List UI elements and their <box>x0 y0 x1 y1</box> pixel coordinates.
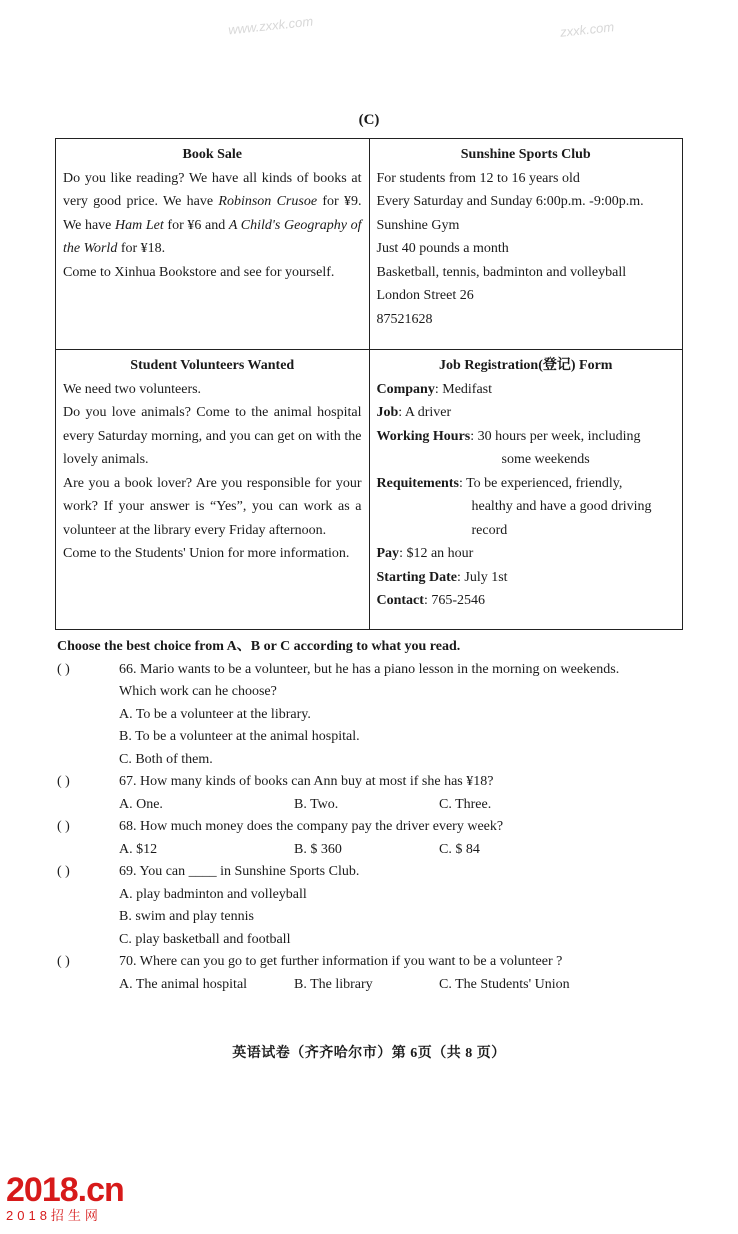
answer-blank[interactable]: ( ) <box>57 864 70 879</box>
sports-club-line: Just 40 pounds a month <box>376 241 509 256</box>
book-sale-ad <box>56 139 370 350</box>
job-company-row: Company: Medifast <box>376 381 493 397</box>
options-row <box>57 839 697 862</box>
book-sale-text: Do you like reading? We have all kinds of books at very good price. We have Robinson Crusoe for ¥9. We have Ham Let for ¥6 and A Child's Geography of the World for ¥18. <box>63 170 362 256</box>
question-stem: 66. Mario wants to be a volunteer, but he has a piano lesson in the morning on weekends. <box>119 661 620 677</box>
volunteers-title: Student Volunteers Wanted <box>130 358 295 373</box>
quiz-section <box>57 636 697 996</box>
option-a: A. One. <box>119 796 163 812</box>
question-66 <box>57 659 697 682</box>
volunteers-paragraph: We need two volunteers. <box>63 381 202 397</box>
options-row <box>57 794 697 817</box>
question-stem-cont: Which work can he choose? <box>119 684 277 699</box>
job-hours-row: Working Hours: 30 hours per week, including <box>376 428 641 444</box>
option-b: B. $ 360 <box>294 841 342 857</box>
question-70 <box>57 951 697 974</box>
job-pay-row: Pay: $12 an hour <box>376 546 474 561</box>
sports-club-line: Sunshine Gym <box>376 217 460 233</box>
watermark-right: zxxk.com <box>559 19 615 40</box>
question-stem: 70. Where can you go to get further information if you want to be a volunteer ? <box>119 954 563 969</box>
book-title-2: Ham Let <box>115 217 164 233</box>
book-title-1: Robinson Crusoe <box>218 194 318 209</box>
section-label: (C) <box>358 112 380 128</box>
job-req-cont: healthy and have a good driving <box>471 499 652 514</box>
advertisement-table <box>55 138 683 630</box>
sports-club-line: 87521628 <box>376 311 433 327</box>
sports-club-ad <box>369 139 683 350</box>
volunteers-ad <box>56 350 370 630</box>
option-c: C. play basketball and football <box>119 931 291 947</box>
option-b: B. swim and play tennis <box>119 909 254 924</box>
option-c: C. Both of them. <box>119 751 213 767</box>
page-footer: 英语试卷（齐齐哈尔市）第 6页（共 8 页） <box>232 1046 506 1061</box>
option-c: C. Three. <box>439 796 492 812</box>
book-sale-title: Book Sale <box>182 147 242 162</box>
job-contact-row: Contact: 765-2546 <box>376 593 485 608</box>
question-68 <box>57 816 697 839</box>
option-c: C. The Students' Union <box>439 976 570 992</box>
option-c: C. $ 84 <box>439 841 480 857</box>
options-row <box>57 974 697 997</box>
job-form-title: Job Registration(登记) Form <box>439 358 613 373</box>
answer-blank[interactable]: ( ) <box>57 774 70 789</box>
site-logo <box>6 1172 124 1224</box>
option-b: B. The library <box>294 976 373 992</box>
job-form-ad <box>369 350 683 630</box>
answer-blank[interactable]: ( ) <box>57 661 70 677</box>
job-job-row: Job: A driver <box>376 405 452 420</box>
sports-club-line: Every Saturday and Sunday 6:00p.m. -9:00p.m. <box>376 194 644 209</box>
question-stem: 69. You can ____ in Sunshine Sports Club. <box>119 864 360 879</box>
sports-club-line: London Street 26 <box>376 288 474 303</box>
job-hours-cont: some weekends <box>501 452 590 467</box>
option-b: B. Two. <box>294 796 339 812</box>
question-69 <box>57 861 697 884</box>
option-a: A. $12 <box>119 841 158 857</box>
volunteers-paragraph: Do you love animals? Come to the animal hospital every Saturday morning, and you can get on with the lovely animals. <box>63 405 362 467</box>
sports-club-line: For students from 12 to 16 years old <box>376 170 580 186</box>
watermark-left: www.zxxk.com <box>227 13 314 38</box>
logo-main-text: 2018.cn <box>6 1171 124 1209</box>
job-req-cont: record <box>471 522 508 538</box>
sports-club-line: Basketball, tennis, badminton and volleyball <box>376 264 627 280</box>
option-a: A. The animal hospital <box>119 976 248 992</box>
sports-club-title: Sunshine Sports Club <box>460 147 591 162</box>
job-date-row: Starting Date: July 1st <box>376 569 508 585</box>
volunteers-paragraph: Come to the Students' Union for more information. <box>63 546 350 561</box>
question-67 <box>57 771 697 794</box>
logo-sub-text: 2018招生网 <box>6 1208 102 1223</box>
option-a: A. To be a volunteer at the library. <box>119 706 311 722</box>
option-b: B. To be a volunteer at the animal hospital. <box>119 729 360 744</box>
option-a: A. play badminton and volleyball <box>119 886 307 902</box>
book-title-3: A Child's Geography of the World <box>63 217 362 256</box>
answer-blank[interactable]: ( ) <box>57 819 70 834</box>
job-req-row: Requitements: To be experienced, friendly, <box>376 475 623 491</box>
quiz-instruction: Choose the best choice from A、B or C according to what you read. <box>57 639 461 654</box>
book-sale-paragraph: Come to Xinhua Bookstore and see for yourself. <box>63 264 335 280</box>
question-stem: 67. How many kinds of books can Ann buy at most if she has ¥18? <box>119 774 494 789</box>
volunteers-paragraph: Are you a book lover? Are you responsible for your work? If your answer is “Yes”, you can work as a volunteer at the library every Friday afternoon. <box>63 475 362 538</box>
question-stem: 68. How much money does the company pay the driver every week? <box>119 819 504 834</box>
answer-blank[interactable]: ( ) <box>57 954 70 969</box>
